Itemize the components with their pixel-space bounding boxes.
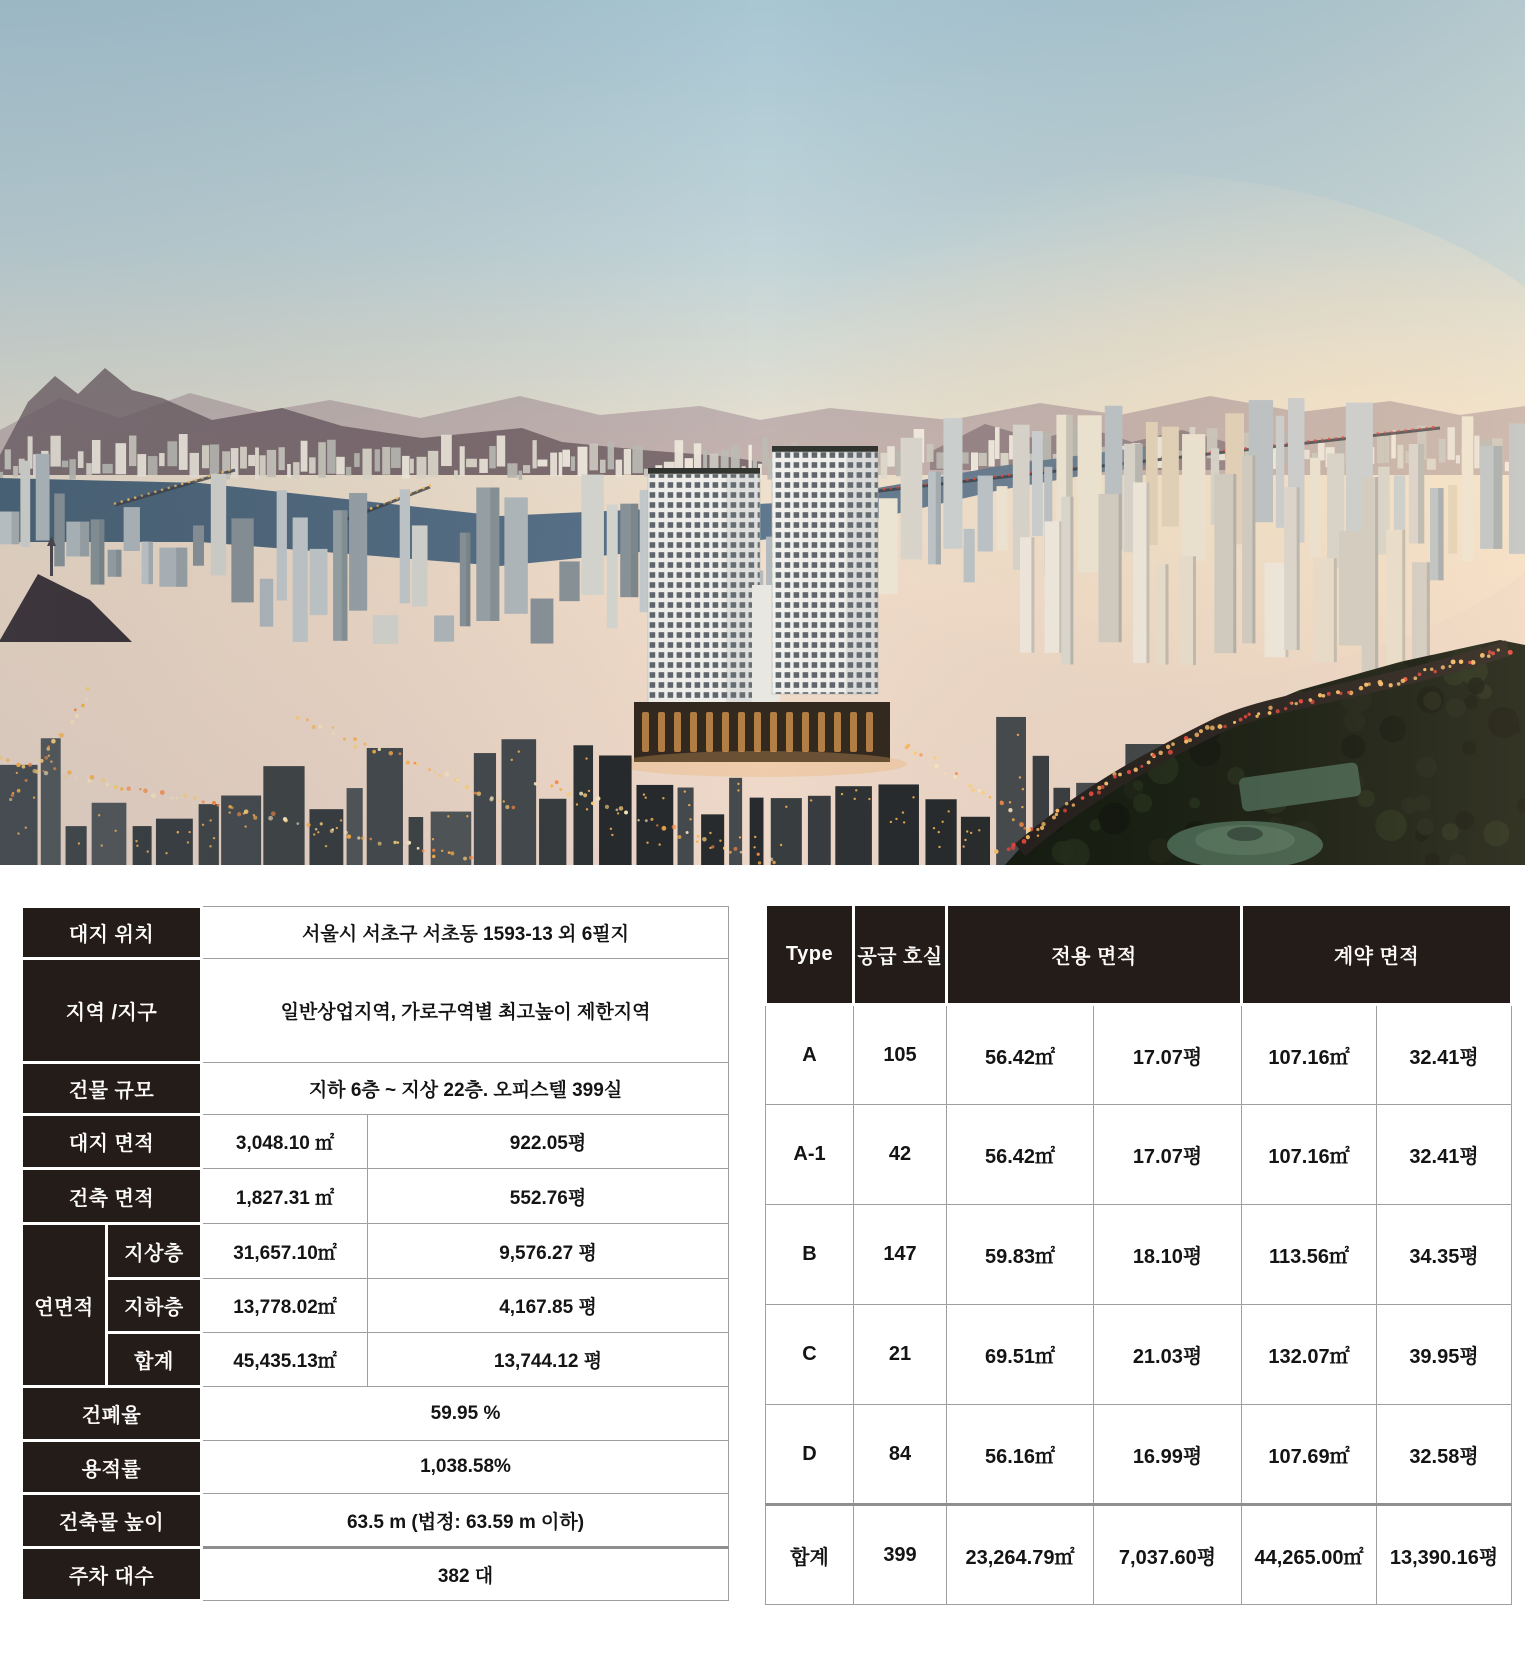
unit-exclusive-pyeong: 21.03평 — [1094, 1305, 1242, 1405]
site-area-label: 대지 면적 — [22, 1115, 202, 1169]
table-row — [766, 1205, 1512, 1305]
site-overview-table — [20, 905, 729, 1602]
far-label: 용적률 — [22, 1441, 202, 1494]
parking-value: 382 대 — [202, 1548, 729, 1601]
unit-contract-m2: 107.69㎡ — [1242, 1405, 1377, 1505]
unit-contract-m2: 107.16㎡ — [1242, 1105, 1377, 1205]
unit-exclusive-pyeong-total: 7,037.60평 — [1094, 1505, 1242, 1605]
table-row — [22, 959, 729, 1063]
table-row — [22, 1224, 729, 1279]
gfa-above-label: 지상층 — [107, 1224, 202, 1279]
unit-supply: 42 — [854, 1105, 947, 1205]
building-height-value: 63.5 m (법정: 63.59 m 이하) — [202, 1494, 729, 1548]
site-area-m2: 3,048.10 ㎡ — [202, 1115, 368, 1169]
unit-exclusive-m2: 56.42㎡ — [947, 1105, 1094, 1205]
header-supply: 공급 호실 — [854, 905, 947, 1005]
gfa-total-pyeong: 13,744.12 평 — [368, 1333, 729, 1387]
unit-supply-total: 399 — [854, 1505, 947, 1605]
unit-exclusive-pyeong: 18.10평 — [1094, 1205, 1242, 1305]
header-type: Type — [766, 905, 854, 1005]
unit-contract-m2: 107.16㎡ — [1242, 1005, 1377, 1105]
zone-value: 일반상업지역, 가로구역별 최고높이 제한지역 — [202, 959, 729, 1063]
table-row — [22, 1279, 729, 1333]
unit-contract-pyeong: 32.41평 — [1377, 1105, 1512, 1205]
unit-contract-pyeong: 34.35평 — [1377, 1205, 1512, 1305]
unit-exclusive-pyeong: 17.07평 — [1094, 1105, 1242, 1205]
parking-label: 주차 대수 — [22, 1548, 202, 1601]
site-location-label: 대지 위치 — [22, 907, 202, 959]
gfa-total-m2: 45,435.13㎡ — [202, 1333, 368, 1387]
unit-type-total: 합계 — [766, 1505, 854, 1605]
table-row — [22, 1494, 729, 1548]
table-row — [22, 1548, 729, 1601]
unit-contract-m2-total: 44,265.00㎡ — [1242, 1505, 1377, 1605]
table-total-row — [766, 1505, 1512, 1605]
gfa-below-label: 지하층 — [107, 1279, 202, 1333]
unit-exclusive-m2: 59.83㎡ — [947, 1205, 1094, 1305]
gfa-above-pyeong: 9,576.27 평 — [368, 1224, 729, 1279]
far-value: 1,038.58% — [202, 1441, 729, 1494]
table-row — [22, 1063, 729, 1115]
gfa-total-label: 합계 — [107, 1333, 202, 1387]
gfa-group-label: 연면적 — [22, 1224, 107, 1387]
table-header-row — [766, 905, 1512, 1005]
building-area-m2: 1,827.31 ㎡ — [202, 1169, 368, 1224]
gfa-below-pyeong: 4,167.85 평 — [368, 1279, 729, 1333]
unit-exclusive-m2: 69.51㎡ — [947, 1305, 1094, 1405]
table-row — [22, 1387, 729, 1441]
table-row — [766, 1105, 1512, 1205]
unit-type-table — [764, 903, 1513, 1605]
unit-exclusive-m2-total: 23,264.79㎡ — [947, 1505, 1094, 1605]
unit-contract-m2: 113.56㎡ — [1242, 1205, 1377, 1305]
table-row — [766, 1005, 1512, 1105]
unit-exclusive-pyeong: 17.07평 — [1094, 1005, 1242, 1105]
building-scale-value: 지하 6층 ~ 지상 22층. 오피스텔 399실 — [202, 1063, 729, 1115]
unit-contract-m2: 132.07㎡ — [1242, 1305, 1377, 1405]
unit-contract-pyeong: 32.41평 — [1377, 1005, 1512, 1105]
unit-type: C — [766, 1305, 854, 1405]
building-area-pyeong: 552.76평 — [368, 1169, 729, 1224]
unit-contract-pyeong-total: 13,390.16평 — [1377, 1505, 1512, 1605]
unit-supply: 105 — [854, 1005, 947, 1105]
coverage-label: 건폐율 — [22, 1387, 202, 1441]
unit-supply: 21 — [854, 1305, 947, 1405]
table-row — [22, 907, 729, 959]
unit-exclusive-m2: 56.16㎡ — [947, 1405, 1094, 1505]
unit-exclusive-m2: 56.42㎡ — [947, 1005, 1094, 1105]
header-contract-area: 계약 면적 — [1242, 905, 1512, 1005]
unit-contract-pyeong: 32.58평 — [1377, 1405, 1512, 1505]
building-height-label: 건축물 높이 — [22, 1494, 202, 1548]
table-row — [22, 1169, 729, 1224]
unit-type: A-1 — [766, 1105, 854, 1205]
table-row — [22, 1441, 729, 1494]
site-area-pyeong: 922.05평 — [368, 1115, 729, 1169]
unit-supply: 147 — [854, 1205, 947, 1305]
unit-exclusive-pyeong: 16.99평 — [1094, 1405, 1242, 1505]
coverage-value: 59.95 % — [202, 1387, 729, 1441]
table-row — [22, 1115, 729, 1169]
building-scale-label: 건물 규모 — [22, 1063, 202, 1115]
site-location-value: 서울시 서초구 서초동 1593-13 외 6필지 — [202, 907, 729, 959]
table-row — [766, 1305, 1512, 1405]
unit-type: A — [766, 1005, 854, 1105]
unit-type: D — [766, 1405, 854, 1505]
building-area-label: 건축 면적 — [22, 1169, 202, 1224]
unit-supply: 84 — [854, 1405, 947, 1505]
gfa-below-m2: 13,778.02㎡ — [202, 1279, 368, 1333]
unit-type: B — [766, 1205, 854, 1305]
unit-contract-pyeong: 39.95평 — [1377, 1305, 1512, 1405]
header-exclusive-area: 전용 면적 — [947, 905, 1242, 1005]
table-row — [22, 1333, 729, 1387]
zone-label: 지역 /지구 — [22, 959, 202, 1063]
gfa-above-m2: 31,657.10㎡ — [202, 1224, 368, 1279]
table-row — [766, 1405, 1512, 1505]
